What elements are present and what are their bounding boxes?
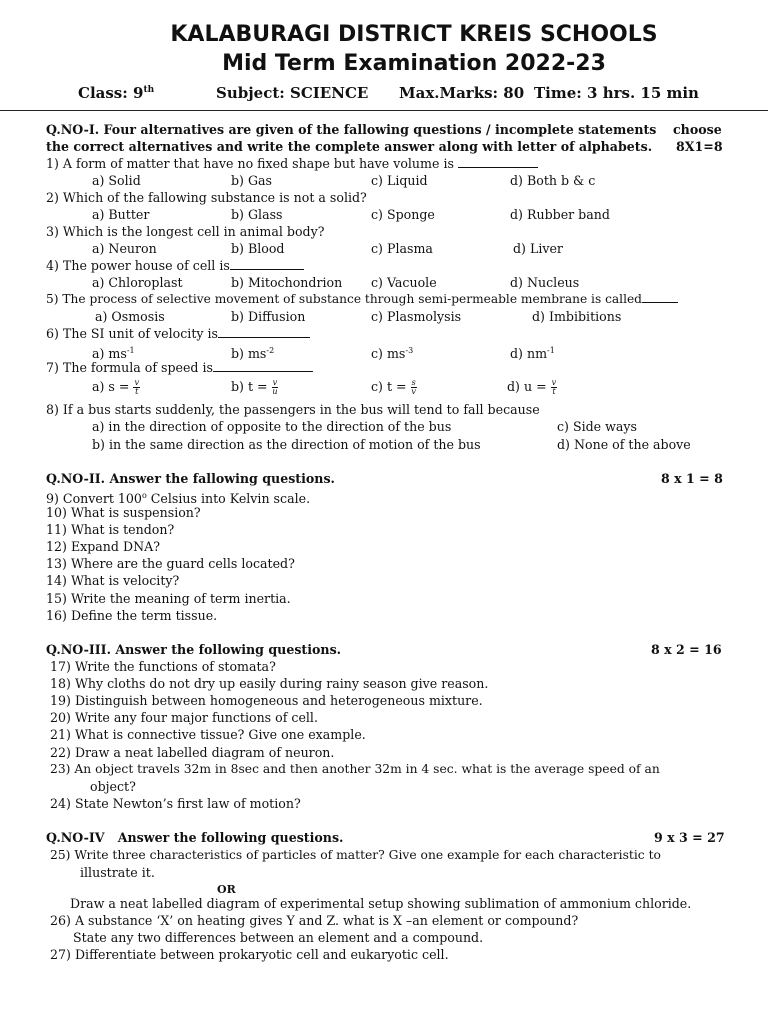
q7-option-a-fraction — [133, 379, 140, 396]
question-18: 18) Why cloths do not dry up easily during rainy season give reason. — [50, 676, 489, 691]
section1-instruction-choose: choose — [673, 122, 722, 137]
q4-option-c: c) Vacuole — [371, 275, 437, 290]
question-23-continued: object? — [90, 779, 136, 794]
subject-label: Subject: SCIENCE — [216, 84, 369, 102]
answer-blank — [230, 258, 304, 270]
q7-option-d — [507, 378, 557, 396]
question-4-text: 4) The power house of cell is — [46, 258, 230, 273]
question-16: 16) Define the term tissue. — [46, 608, 218, 623]
q3-option-c: c) Plasma — [371, 241, 433, 256]
q7-option-b-text: b) t = — [231, 379, 268, 394]
class-sup: th — [143, 85, 155, 95]
q6-option-d — [510, 342, 555, 362]
question-19: 19) Distinguish between homogeneous and heterogeneous mixture. — [50, 693, 483, 708]
answer-blank — [218, 326, 310, 338]
question-7 — [46, 359, 313, 376]
q7-option-b-fraction — [272, 379, 279, 396]
question-25: 25) Write three characteristics of particles of matter? Give one example for each characteristic to — [50, 848, 661, 862]
section1-instruction-line1: Q.NO-I. Four alternatives are given of the fallowing questions / incomplete statements — [46, 122, 657, 137]
q7-option-a-text: a) s = — [92, 379, 130, 394]
q1-option-d: d) Both b & c — [510, 173, 596, 188]
question-14: 14) What is velocity? — [46, 573, 180, 588]
question-9-rest: Celsius into Kelvin scale. — [146, 491, 311, 507]
q5-option-d: d) Imbibitions — [532, 309, 622, 324]
q4-option-b: b) Mitochondrion — [231, 275, 343, 290]
question-20: 20) Write any four major functions of cell. — [50, 710, 318, 725]
q7-option-c — [371, 378, 417, 396]
class-text: Class: 9 — [78, 84, 144, 102]
question-1 — [46, 155, 538, 172]
numerator: v — [551, 378, 557, 387]
question-11: 11) What is tendon? — [46, 522, 175, 537]
q4-option-a: a) Chloroplast — [92, 275, 183, 290]
question-26-continued: State any two differences between an element and a compound. — [73, 930, 484, 945]
q8-option-b: b) in the same direction as the direction of motion of the bus — [92, 437, 481, 452]
denominator: v — [411, 387, 416, 396]
section2-marks: 8 x 1 = 8 — [661, 471, 723, 486]
question-13: 13) Where are the guard cells located? — [46, 556, 295, 571]
q3-option-a: a) Neuron — [92, 241, 157, 256]
question-7-text: 7) The formula of speed is — [46, 360, 213, 375]
denominator: u — [272, 387, 278, 396]
section2-heading: Q.NO-II. Answer the fallowing questions. — [46, 471, 335, 486]
section4-marks: 9 x 3 = 27 — [654, 830, 725, 845]
q2-option-b: b) Glass — [231, 207, 283, 222]
question-3: 3) Which is the longest cell in animal body? — [46, 224, 325, 239]
question-17: 17) Write the functions of stomata? — [50, 659, 276, 674]
section3-heading: Q.NO-III. Answer the following questions. — [46, 642, 342, 657]
degree-sup: o — [141, 491, 147, 500]
q2-option-c: c) Sponge — [371, 207, 435, 222]
q6-option-a-text: a) ms — [92, 346, 127, 362]
q8-option-c: c) Side ways — [557, 419, 638, 434]
question-23: 23) An object travels 32m in 8sec and then another 32m in 4 sec. what is the average speed of an — [50, 762, 660, 776]
question-21: 21) What is connective tissue? Give one example. — [50, 727, 366, 742]
question-27: 27) Differentiate between prokaryotic cell and eukaryotic cell. — [50, 947, 449, 962]
question-6-text: 6) The SI unit of velocity is — [46, 326, 218, 341]
exam-title: Mid Term Examination 2022-23 — [222, 51, 606, 76]
header-divider — [0, 110, 768, 111]
numerator: v — [272, 378, 278, 387]
max-marks-label: Max.Marks: 80 — [399, 84, 525, 102]
question-24: 24) State Newton’s first law of motion? — [50, 796, 301, 811]
question-10: 10) What is suspension? — [46, 505, 201, 520]
question-6 — [46, 325, 310, 342]
question-2: 2) Which of the fallowing substance is not a solid? — [46, 190, 367, 205]
q5-option-c: c) Plasmolysis — [371, 309, 462, 324]
q7-option-d-text: d) u = — [507, 379, 547, 394]
q8-option-a: a) in the direction of opposite to the direction of the bus — [92, 419, 452, 434]
answer-blank — [458, 156, 538, 168]
q1-option-a: a) Solid — [92, 173, 141, 188]
q6-option-d-exp: -1 — [547, 346, 555, 355]
question-9-text: 9) Convert 100 — [46, 491, 142, 507]
q7-option-a — [92, 378, 140, 396]
q4-option-d: d) Nucleus — [510, 275, 580, 290]
answer-blank — [213, 360, 313, 372]
q7-option-b — [231, 378, 278, 396]
q5-option-b: b) Diffusion — [231, 309, 306, 324]
q6-option-a-exp: -1 — [126, 346, 135, 355]
question-5 — [46, 291, 678, 308]
q6-option-d-text: d) nm — [510, 346, 548, 362]
denominator: t — [552, 387, 556, 396]
question-1-text: 1) A form of matter that have no fixed shape but have volume is — [46, 156, 454, 171]
question-26: 26) A substance ‘X’ on heating gives Y and Z. what is X –an element or compound? — [50, 913, 579, 928]
section3-marks: 8 x 2 = 16 — [651, 642, 722, 657]
q6-option-c-text: c) ms — [371, 346, 406, 362]
q8-option-d: d) None of the above — [557, 437, 691, 452]
question-25-alternative: Draw a neat labelled diagram of experimental setup showing sublimation of ammonium chloride. — [70, 896, 692, 911]
section4-heading: Q.NO-IV Answer the following questions. — [46, 830, 344, 845]
q6-option-c-exp: -3 — [405, 346, 414, 355]
q1-option-c: c) Liquid — [371, 173, 428, 188]
q7-option-d-fraction — [551, 379, 558, 396]
q7-option-c-fraction — [411, 379, 417, 396]
question-12: 12) Expand DNA? — [46, 539, 160, 554]
q6-option-b-exp: -2 — [266, 346, 275, 355]
class-label — [78, 84, 154, 102]
section1-marks: 8X1=8 — [676, 139, 723, 154]
question-25-continued: illustrate it. — [80, 865, 155, 880]
or-separator: OR — [217, 883, 236, 896]
denominator: t — [135, 387, 139, 396]
answer-blank — [642, 291, 678, 303]
q2-option-a: a) Butter — [92, 207, 150, 222]
q7-option-c-text: c) t = — [371, 379, 407, 394]
q6-option-c — [371, 342, 413, 362]
q1-option-b: b) Gas — [231, 173, 273, 188]
question-5-text: 5) The process of selective movement of substance through semi-permeable membrane is called — [46, 292, 642, 306]
question-22: 22) Draw a neat labelled diagram of neuron. — [50, 745, 335, 760]
school-name: KALABURAGI DISTRICT KREIS SCHOOLS — [170, 22, 658, 47]
q3-option-b: b) Blood — [231, 241, 285, 256]
time-label: Time: 3 hrs. 15 min — [534, 84, 699, 102]
question-8: 8) If a bus starts suddenly, the passengers in the bus will tend to fall because — [46, 402, 540, 417]
question-15: 15) Write the meaning of term inertia. — [46, 591, 291, 606]
q6-option-b-text: b) ms — [231, 346, 267, 362]
numerator: s — [411, 378, 416, 387]
q3-option-d: d) Liver — [513, 241, 563, 256]
question-4 — [46, 257, 304, 274]
q2-option-d: d) Rubber band — [510, 207, 610, 222]
numerator: v — [134, 378, 139, 387]
q5-option-a: a) Osmosis — [95, 309, 165, 324]
section1-instruction-line2: the correct alternatives and write the complete answer along with letter of alphabets. — [46, 139, 653, 154]
